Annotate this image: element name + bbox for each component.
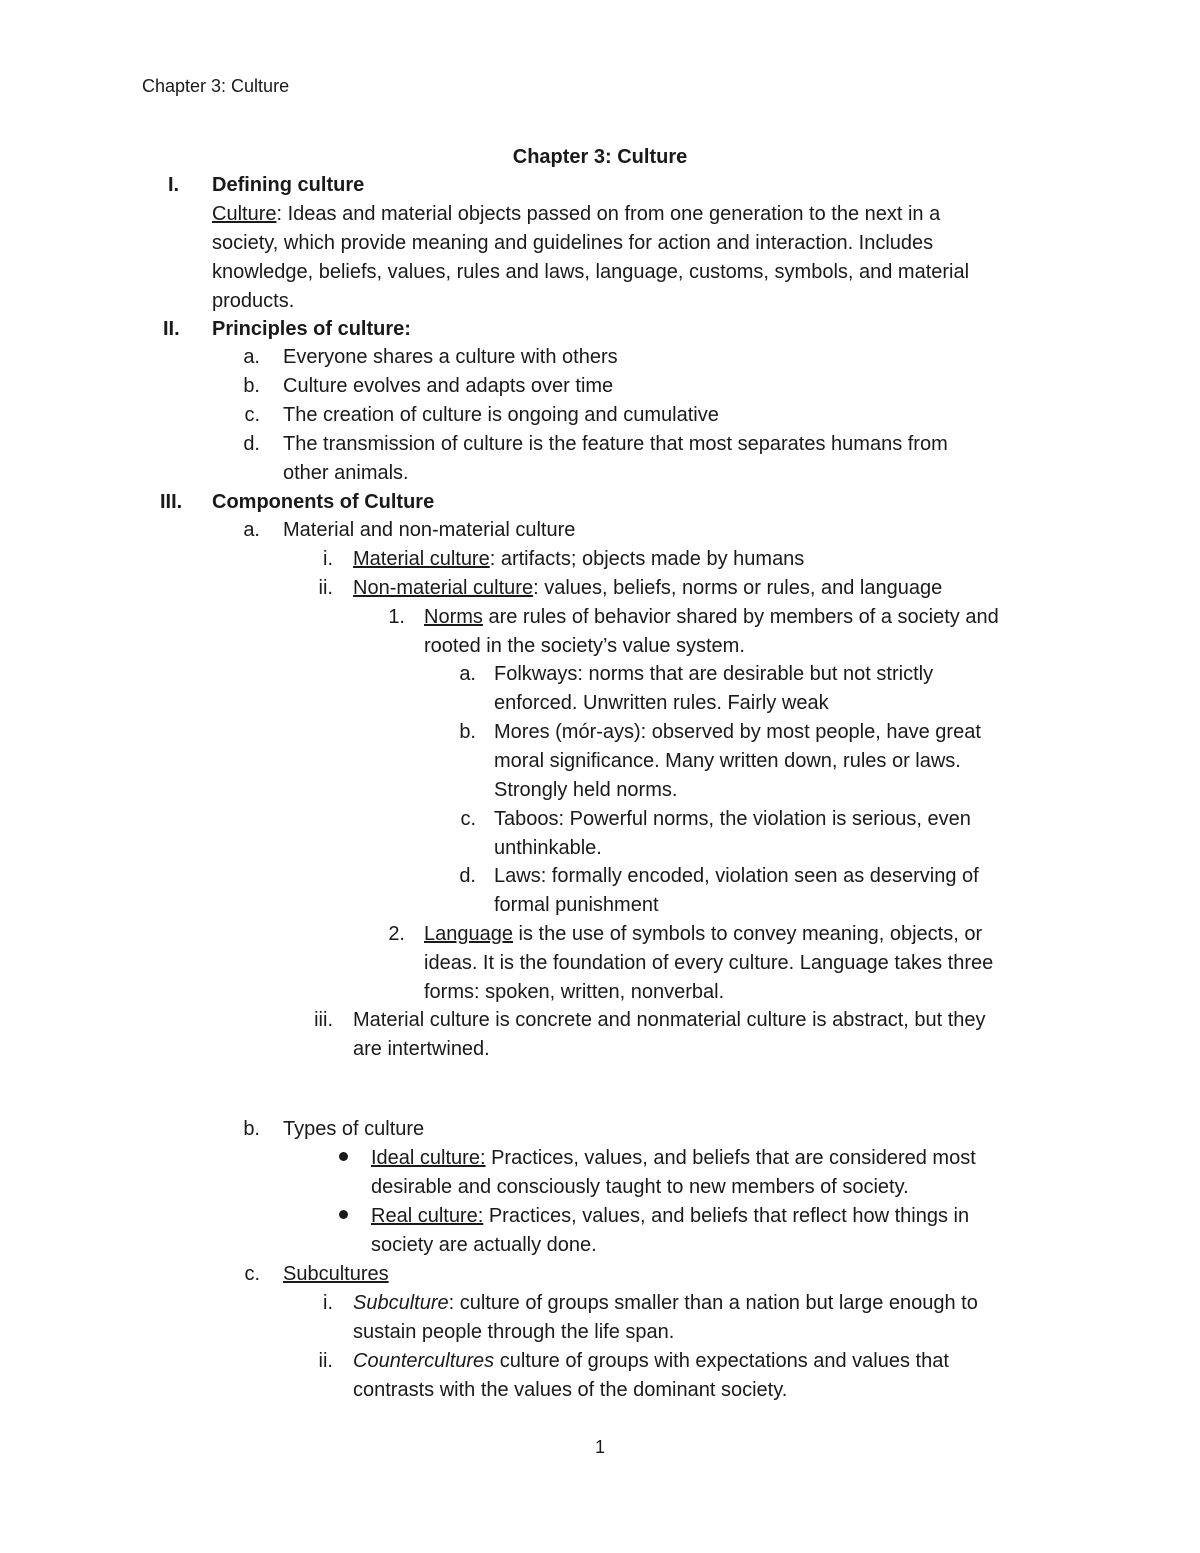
defined-term: Material culture [353,548,490,570]
list-item: Taboos: Powerful norms, the violation is serious, even [494,808,971,830]
list-item: Laws: formally encoded, violation seen as deserving of [494,865,979,887]
list-item: Everyone shares a culture with others [283,346,618,368]
defined-term: Ideal culture: [371,1147,486,1169]
list-label: b. [243,375,260,397]
list-label: i. [323,548,333,570]
list-item-continued: formal punishment [494,894,659,916]
list-item-continued: enforced. Unwritten rules. Fairly weak [494,692,829,714]
section-number: I. [168,174,180,196]
page-title: Chapter 3: Culture [512,146,688,168]
list-label: ii. [318,577,333,599]
section-heading: Components of Culture [212,491,435,513]
list-item-continued: rooted in the society’s value system. [424,635,745,657]
list-item: The transmission of culture is the feature that most separates humans from [283,433,948,455]
list-label: ii. [318,1350,333,1372]
defined-term: Countercultures [353,1350,495,1372]
defined-term: Real culture: [371,1205,484,1227]
list-item: Types of culture [283,1118,425,1140]
definition-text: : values, beliefs, norms or rules, and language [533,577,943,599]
running-header: Chapter 3: Culture [142,76,290,96]
section-heading: Principles of culture: [212,318,411,340]
list-item [371,1144,976,1173]
defined-term: Culture [212,203,277,225]
list-label: d. [243,433,260,455]
definition-text: is the use of symbols to convey meaning, objects, or [512,923,983,945]
defined-term: Norms [424,606,483,628]
definition-text: : Ideas and material objects passed on from one generation to the next in a [276,203,941,225]
list-item [353,1347,949,1376]
list-item-continued: desirable and consciously taught to new members of society. [371,1176,909,1198]
list-item [353,574,942,603]
list-item-continued: other animals. [283,462,409,484]
definition-text: culture of groups with expectations and values that [494,1350,949,1372]
definition-line: knowledge, beliefs, values, rules and laws, language, customs, symbols, and material [212,261,970,283]
list-item: Material culture is concrete and nonmaterial culture is abstract, but they [353,1009,986,1031]
list-item-continued: ideas. It is the foundation of every culture. Language takes three [424,952,994,974]
list-label: i. [323,1292,333,1314]
list-label: b. [243,1118,260,1140]
list-label: a. [243,519,260,541]
list-item-continued: unthinkable. [494,837,602,859]
list-label: b. [459,721,476,743]
section-number: II. [163,318,180,340]
list-item: Culture evolves and adapts over time [283,375,614,397]
list-label: c. [460,808,476,830]
bullet-icon [339,1210,348,1219]
list-item: Mores (mór-ays): observed by most people, have great [494,721,981,743]
list-item-continued: Strongly held norms. [494,779,678,801]
section-number: III. [160,491,183,513]
list-item: Folkways: norms that are desirable but not strictly [494,663,934,685]
definition-text: : artifacts; objects made by humans [489,548,805,570]
list-item [353,1289,978,1318]
list-item [353,545,804,574]
page-number: 1 [594,1437,605,1457]
list-item: The creation of culture is ongoing and cumulative [283,404,719,426]
list-item [424,920,982,949]
defined-term: Language [424,923,513,945]
definition-text: Practices, values, and beliefs that are considered most [485,1147,976,1169]
list-label: a. [243,346,260,368]
list-item [424,603,999,632]
definition-text: Practices, values, and beliefs that reflect how things in [483,1205,970,1227]
section-heading: Defining culture [212,174,365,196]
list-label: c. [244,404,260,426]
list-item-continued: moral significance. Many written down, rules or laws. [494,750,961,772]
list-label: 2. [388,923,405,945]
list-item-continued: society are actually done. [371,1234,597,1256]
defined-term: Subculture [353,1292,449,1314]
list-label: a. [459,663,476,685]
bullet-icon [339,1152,348,1161]
definition-line: products. [212,290,295,312]
list-label: c. [244,1263,260,1285]
definition-text: : culture of groups smaller than a nation but large enough to [448,1292,978,1314]
definition-line: society, which provide meaning and guidelines for action and interaction. Includes [212,232,934,254]
list-item: Material and non-material culture [283,519,576,541]
list-item-continued: forms: spoken, written, nonverbal. [424,981,725,1003]
list-item: Subcultures [283,1263,389,1285]
defined-term: Non-material culture [353,577,534,599]
list-item-continued: contrasts with the values of the dominant society. [353,1379,788,1401]
list-label: d. [459,865,476,887]
list-label: 1. [388,606,405,628]
list-item-continued: sustain people through the life span. [353,1321,675,1343]
list-item-continued: are intertwined. [353,1038,490,1060]
list-item [371,1202,969,1231]
definition-text: are rules of behavior shared by members of a society and [482,606,999,628]
list-label: iii. [314,1009,333,1031]
definition-line [212,200,940,229]
